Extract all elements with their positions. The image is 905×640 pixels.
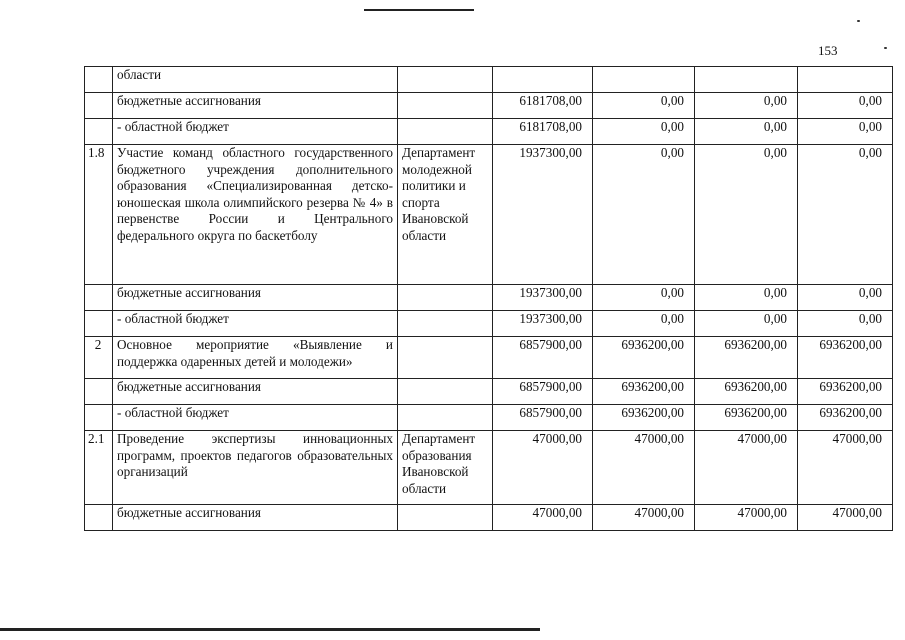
row-name: Проведение экспертизы инновационных программ, проектов педагогов образовательных организаций [113,431,398,505]
row-name: бюджетные ассигнования [113,93,398,119]
row-value-2: 6936200,00 [593,337,695,379]
row-value-3 [695,67,798,93]
row-executor [398,311,493,337]
row-name: бюджетные ассигнования [113,505,398,531]
row-name: Основное мероприятие «Выявление и поддержка одаренных детей и молодежи» [113,337,398,379]
row-number: 2 [85,337,113,379]
budget-table [84,66,893,531]
row-value-3: 0,00 [695,93,798,119]
row-value-3: 6936200,00 [695,337,798,379]
row-executor: Департамент молодежной политики и спорта Ивановской области [398,145,493,285]
row-number [85,67,113,93]
row-value-1: 6857900,00 [493,337,593,379]
row-value-4: 0,00 [798,311,893,337]
row-value-4: 6936200,00 [798,405,893,431]
row-value-3: 6936200,00 [695,379,798,405]
row-value-4: 6936200,00 [798,379,893,405]
row-value-3: 0,00 [695,285,798,311]
row-value-2: 6936200,00 [593,405,695,431]
row-value-2: 47000,00 [593,431,695,505]
table-row [85,311,893,337]
row-value-1: 1937300,00 [493,285,593,311]
row-number [85,93,113,119]
row-value-2 [593,67,695,93]
row-value-1: 6181708,00 [493,93,593,119]
row-value-4 [798,67,893,93]
row-value-4: 6936200,00 [798,337,893,379]
row-value-4: 47000,00 [798,505,893,531]
row-executor [398,405,493,431]
row-value-4: 47000,00 [798,431,893,505]
row-value-4: 0,00 [798,119,893,145]
table-row [85,93,893,119]
row-number: 2.1 [85,431,113,505]
table-row [85,505,893,531]
row-value-2: 0,00 [593,145,695,285]
row-value-3: 47000,00 [695,505,798,531]
scan-speck [884,47,887,49]
row-value-1: 47000,00 [493,431,593,505]
row-number [85,285,113,311]
row-number [85,505,113,531]
row-value-1: 1937300,00 [493,311,593,337]
row-value-3: 0,00 [695,119,798,145]
row-value-2: 47000,00 [593,505,695,531]
row-name: бюджетные ассигнования [113,379,398,405]
row-value-3: 0,00 [695,311,798,337]
row-value-2: 6936200,00 [593,379,695,405]
row-name: - областной бюджет [113,311,398,337]
row-value-3: 0,00 [695,145,798,285]
row-executor [398,379,493,405]
row-value-3: 47000,00 [695,431,798,505]
row-value-1: 1937300,00 [493,145,593,285]
row-executor [398,337,493,379]
row-value-4: 0,00 [798,285,893,311]
row-number [85,119,113,145]
top-rule [364,9,474,11]
row-number [85,311,113,337]
table-row [85,379,893,405]
row-name: области [113,67,398,93]
row-value-2: 0,00 [593,285,695,311]
row-executor [398,505,493,531]
row-value-4: 0,00 [798,145,893,285]
row-value-1: 47000,00 [493,505,593,531]
table-row [85,431,893,505]
scan-speck [857,20,860,22]
row-name: Участие команд областного государственного бюджетного учреждения дополнительного образования «Специализированная детско-юношеская школа олимпийского резерва № 4» в первенстве России и Центрального федерального округа по баскетболу [113,145,398,285]
table-row [85,119,893,145]
page-number: 153 [818,43,838,58]
table-row [85,405,893,431]
table-row [85,285,893,311]
row-value-2: 0,00 [593,311,695,337]
bottom-rule [0,628,540,631]
table-row [85,337,893,379]
row-executor [398,285,493,311]
table-row [85,145,893,285]
row-executor [398,67,493,93]
row-value-1 [493,67,593,93]
row-executor [398,93,493,119]
row-name: - областной бюджет [113,405,398,431]
row-name: - областной бюджет [113,119,398,145]
row-executor: Департамент образования Ивановской области [398,431,493,505]
row-name: бюджетные ассигнования [113,285,398,311]
row-number [85,405,113,431]
table-row [85,67,893,93]
row-value-4: 0,00 [798,93,893,119]
row-number: 1.8 [85,145,113,285]
row-value-1: 6181708,00 [493,119,593,145]
row-value-2: 0,00 [593,93,695,119]
row-value-3: 6936200,00 [695,405,798,431]
row-executor [398,119,493,145]
row-value-1: 6857900,00 [493,379,593,405]
row-value-1: 6857900,00 [493,405,593,431]
row-value-2: 0,00 [593,119,695,145]
row-number [85,379,113,405]
